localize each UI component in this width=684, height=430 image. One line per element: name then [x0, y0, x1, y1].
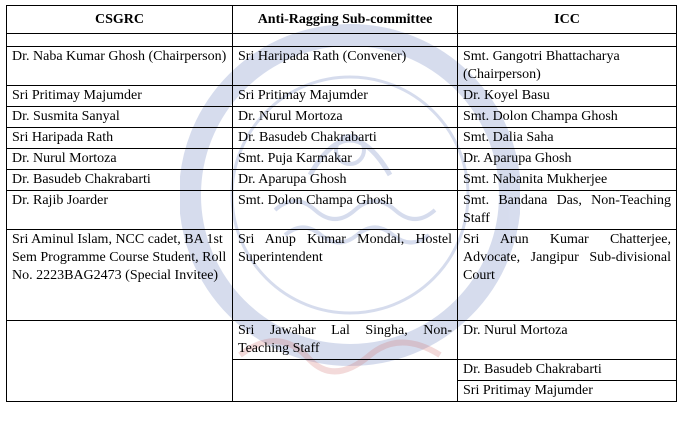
table-cell: Smt. Gangotri Bhattacharya (Chairperson): [458, 47, 677, 86]
icc-header: ICC: [458, 6, 677, 34]
table-row: [7, 47, 677, 86]
table-cell: Sri Haripada Rath: [7, 128, 233, 149]
table-cell: Dr. Basudeb Chakrabarti: [233, 128, 458, 149]
anti-ragging-header: Anti-Ragging Sub-committee: [233, 6, 458, 34]
table-cell: [233, 360, 458, 402]
table-cell: Smt. Dolon Champa Ghosh: [458, 107, 677, 128]
table-cell: Smt. Dalia Saha: [458, 128, 677, 149]
table-cell: Dr. Aparupa Ghosh: [233, 170, 458, 191]
table-cell: Dr. Basudeb Chakrabarti: [458, 360, 677, 381]
table-cell: Dr. Nurul Mortoza: [7, 149, 233, 170]
table-row: [7, 170, 677, 191]
table-cell: Sri Pritimay Majumder: [233, 86, 458, 107]
table-cell: Sri Jawahar Lal Singha, Non-Teaching Staff: [233, 321, 458, 360]
csgrc-header: CSGRC: [7, 6, 233, 34]
table-cell: Dr. Nurul Mortoza: [233, 107, 458, 128]
table-row: [7, 128, 677, 149]
table-cell: [7, 321, 233, 402]
table-row: [7, 230, 677, 321]
table-cell: Sri Aminul Islam, NCC cadet, BA 1st Sem Programme Course Student, Roll No. 2223BAG2473 (Special Invitee): [7, 230, 233, 321]
table-cell: Sri Arun Kumar Chatterjee, Advocate, Jangipur Sub-divisional Court: [458, 230, 677, 321]
committee-table: [6, 5, 677, 402]
table-cell: Dr. Koyel Basu: [458, 86, 677, 107]
table-row: [7, 321, 677, 360]
table-cell: Dr. Rajib Joarder: [7, 191, 233, 230]
table-cell: Dr. Aparupa Ghosh: [458, 149, 677, 170]
table-cell: Smt. Bandana Das, Non-Teaching Staff: [458, 191, 677, 230]
table-row: [7, 107, 677, 128]
header-row: [7, 6, 677, 34]
table-row: [7, 149, 677, 170]
table-cell: Dr. Naba Kumar Ghosh (Chairperson): [7, 47, 233, 86]
table-cell: Smt. Dolon Champa Ghosh: [233, 191, 458, 230]
table-cell: Sri Pritimay Majumder: [458, 381, 677, 402]
table-cell: Sri Anup Kumar Mondal, Hostel Superintendent: [233, 230, 458, 321]
table-cell: Dr. Susmita Sanyal: [7, 107, 233, 128]
table-cell: Sri Pritimay Majumder: [7, 86, 233, 107]
table-cell: Dr. Nurul Mortoza: [458, 321, 677, 360]
table-cell: Smt. Puja Karmakar: [233, 149, 458, 170]
table-cell: Sri Haripada Rath (Convener): [233, 47, 458, 86]
table-cell: Smt. Nabanita Mukherjee: [458, 170, 677, 191]
spacer-row: [7, 34, 677, 47]
table-cell: Dr. Basudeb Chakrabarti: [7, 170, 233, 191]
table-row: [7, 191, 677, 230]
table-row: [7, 86, 677, 107]
